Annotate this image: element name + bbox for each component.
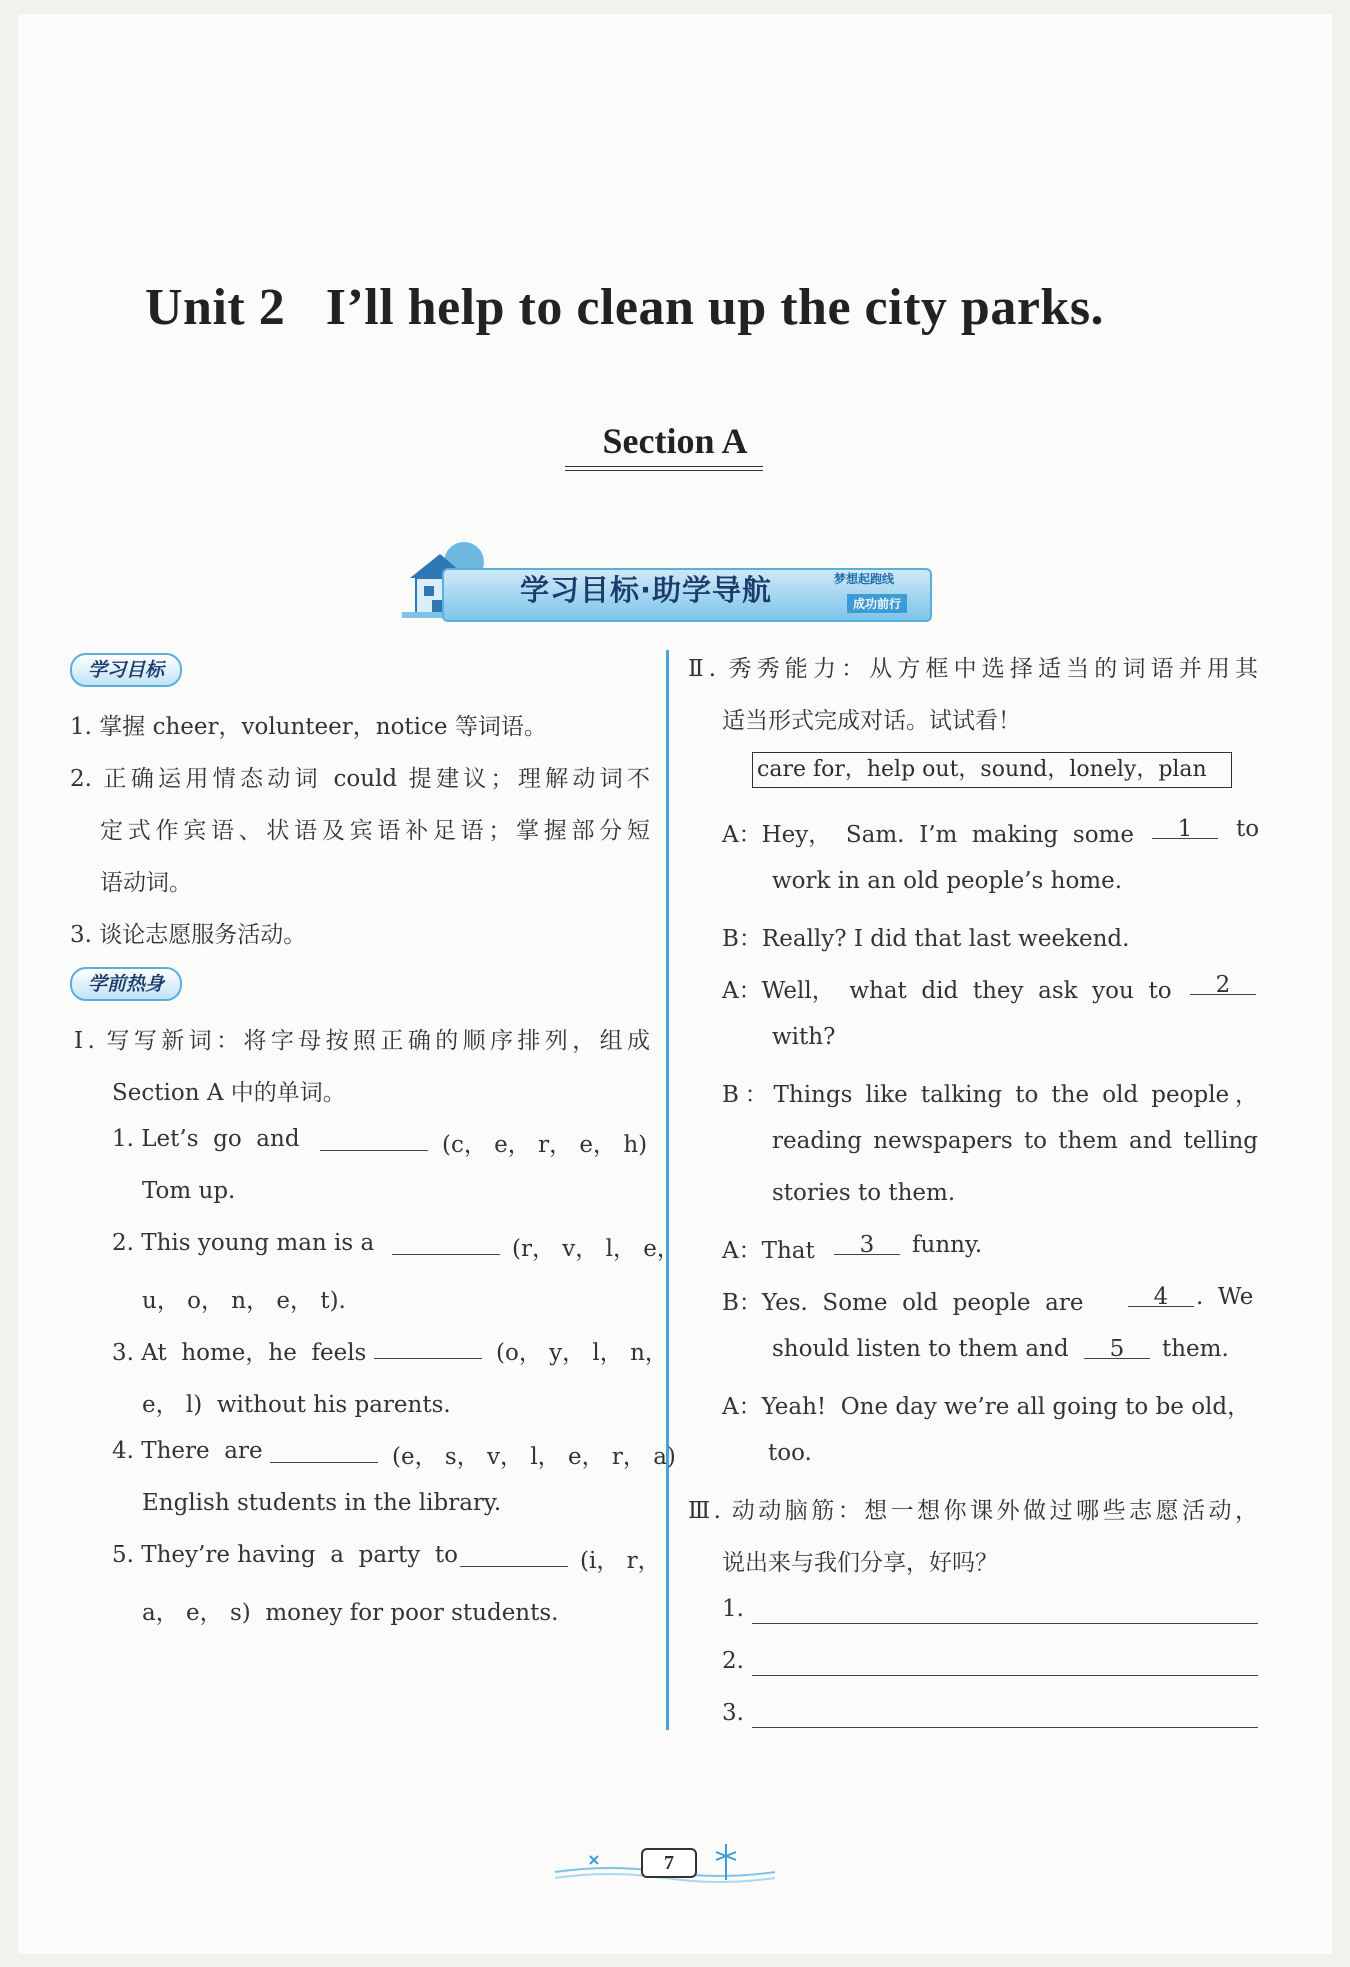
q2-letters: (r， v， l， e，: [512, 1236, 680, 1262]
q3-letters: (o， y， l， n，: [496, 1340, 668, 1366]
goal-2-end: 语动词。: [100, 870, 192, 896]
dialog-6-we: . We: [1196, 1284, 1254, 1310]
answer-line-1-number: 1.: [722, 1596, 744, 1622]
dialog-3-cont: with?: [772, 1024, 836, 1050]
q5-blank[interactable]: [460, 1544, 568, 1567]
dialog-7-end: too.: [768, 1440, 812, 1466]
q4-blank[interactable]: [270, 1440, 378, 1463]
answer-line-3[interactable]: [752, 1726, 1258, 1728]
answer-line-2-number: 2.: [722, 1648, 744, 1674]
dialog-4: B：Things like talking to the old people，: [722, 1082, 1258, 1108]
part1-title: Ⅰ. 写写新词：将字母按照正确的顺序排列，组成: [74, 1028, 650, 1054]
goal-2-cont: 定式作宾语、状语及宾语补足语；掌握部分短: [100, 818, 650, 844]
dialog-5: A：That: [722, 1238, 815, 1264]
q4-letters: (e， s， v， l， e， r， a): [392, 1444, 676, 1470]
word-box: care for，help out，sound，lonely，plan: [752, 752, 1232, 788]
q3-text: 3. At home，he feels: [112, 1340, 367, 1366]
dialog-7: A：Yeah! One day we’re all going to be old，: [722, 1394, 1251, 1420]
blank-3[interactable]: 3: [834, 1232, 900, 1255]
dialog-1-cont: work in an old people’s home.: [772, 868, 1123, 894]
q1-letters: (c， e， r， e， h): [442, 1132, 648, 1158]
part3-title-cont: 说出来与我们分享，好吗？: [722, 1550, 998, 1576]
answer-line-1[interactable]: [752, 1622, 1258, 1624]
q1-end: Tom up.: [142, 1178, 236, 1204]
warmup-label: 学前热身: [70, 967, 182, 1001]
answer-line-2[interactable]: [752, 1674, 1258, 1676]
banner-side-bottom: 成功前行: [847, 594, 907, 613]
dialog-2: B：Really? I did that last weekend.: [722, 926, 1130, 952]
goal-1: 1. 掌握 cheer，volunteer，notice 等词语。: [70, 714, 547, 740]
blank-4[interactable]: 4: [1128, 1284, 1194, 1307]
q2-blank[interactable]: [392, 1232, 500, 1255]
q2-text: 2. This young man is a: [112, 1230, 375, 1256]
q1-blank[interactable]: [320, 1128, 428, 1151]
goal-2: 2. 正确运用情态动词 could 提建议；理解动词不: [70, 766, 650, 792]
q5-end: a， e， s) money for poor students.: [142, 1600, 559, 1626]
part2-title-cont: 适当形式完成对话。试试看！: [722, 708, 1021, 734]
q5-text: 5. They’re having a party to: [112, 1542, 458, 1568]
dialog-1: A：Hey， Sam. I’m making some: [722, 822, 1134, 848]
q4-text: 4. There are: [112, 1438, 263, 1464]
dialog-4-cont: reading newspapers to them and telling: [772, 1128, 1258, 1154]
part1-title-cont: Section A 中的单词。: [112, 1080, 346, 1106]
page-number: 7: [641, 1848, 697, 1878]
banner-side-top: 梦想起跑线: [834, 572, 895, 586]
dialog-6: B：Yes. Some old people are: [722, 1290, 1084, 1316]
study-goals-banner: [402, 538, 928, 620]
part3-title: Ⅲ. 动动脑筋：想一想你课外做过哪些志愿活动，: [688, 1498, 1258, 1524]
q1-text: 1. Let’s go and: [112, 1126, 300, 1152]
dialog-6-cont: should listen to them and: [772, 1336, 1069, 1362]
q5-letters: (i， r，: [580, 1548, 661, 1574]
dialog-1-to: to: [1236, 816, 1260, 842]
section-underline: [565, 466, 763, 471]
q3-end: e， l) without his parents.: [142, 1392, 451, 1418]
column-divider: [666, 650, 669, 1730]
q4-end: English students in the library.: [142, 1490, 502, 1516]
part2-title: Ⅱ. 秀秀能力：从方框中选择适当的词语并用其: [688, 656, 1258, 682]
dialog-6-end: them.: [1162, 1336, 1229, 1362]
blank-5[interactable]: 5: [1084, 1336, 1150, 1359]
goals-label: 学习目标: [70, 653, 182, 687]
dialog-5-end: funny.: [912, 1232, 983, 1258]
q3-blank[interactable]: [374, 1336, 482, 1359]
blank-2[interactable]: 2: [1190, 972, 1256, 995]
page-footer: [550, 1838, 780, 1888]
answer-line-3-number: 3.: [722, 1700, 744, 1726]
banner-title: 学习目标·助学导航: [520, 573, 773, 607]
unit-title: Unit 2 I’ll help to clean up the city parks.: [145, 279, 1105, 336]
q2-end: u， o， n， e， t).: [142, 1288, 346, 1314]
goal-3: 3. 谈论志愿服务活动。: [70, 922, 307, 948]
dialog-4-end: stories to them.: [772, 1180, 956, 1206]
dialog-3: A：Well， what did they ask you to: [722, 978, 1172, 1004]
blank-1[interactable]: 1: [1152, 816, 1218, 839]
section-heading: Section A: [602, 421, 748, 461]
